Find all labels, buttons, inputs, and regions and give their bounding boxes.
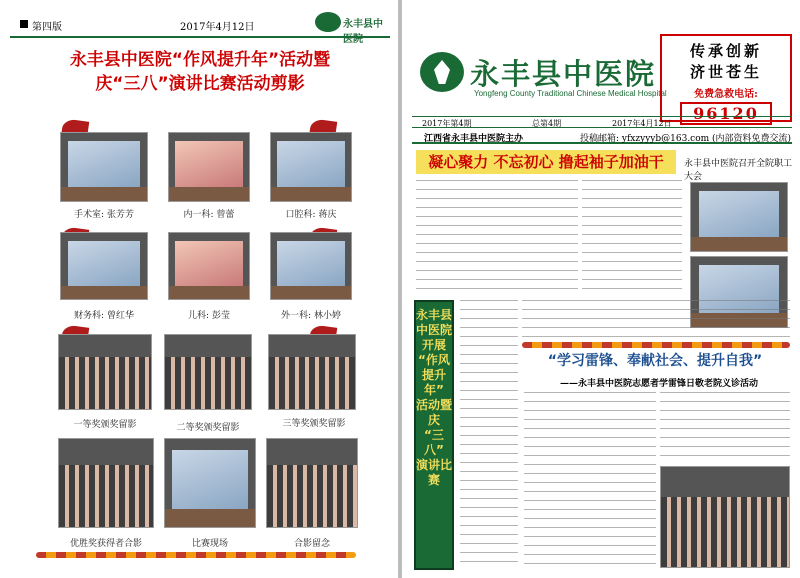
- vertical-headline-band: [414, 300, 454, 570]
- brand-name: 永丰县中医院: [343, 19, 383, 45]
- article-body-text: [416, 180, 578, 295]
- page-label: 第四版: [32, 22, 62, 33]
- square-bullet-icon: [20, 20, 28, 28]
- motto-box: [660, 34, 792, 122]
- photo-speaker-4: [60, 232, 148, 300]
- photo-caption: 一等奖颁奖留影: [73, 420, 137, 430]
- photo-caption: 三等奖颁奖留影: [282, 419, 346, 429]
- left-page-header: [10, 6, 390, 45]
- issue-total: 总第4期: [532, 119, 562, 128]
- masthead-subtitle: Yongfeng County Traditional Chinese Medical Hospital: [474, 89, 667, 98]
- photo-speaker-3: [270, 132, 352, 202]
- hotline-label: 免费急救电话:: [694, 89, 758, 100]
- photo-caption: 二等奖颁奖留影: [176, 423, 240, 433]
- lead-headline: 凝心聚力 不忘初心 撸起袖子加油干: [416, 150, 676, 174]
- vertical-headline-part: 演讲比赛: [416, 458, 453, 487]
- photo-winners-group: [58, 438, 154, 528]
- photo-caption: 财务科: 曾红华: [74, 311, 134, 321]
- article-body-text: [660, 392, 790, 462]
- photo-speaker-6: [270, 232, 352, 300]
- photo-group-souvenir: [266, 438, 358, 528]
- motto-line-1: 传承创新: [689, 42, 762, 60]
- vertical-headline-part: 活动暨庆: [416, 398, 453, 427]
- photo-caption: 合影留念: [293, 539, 330, 549]
- left-page: [0, 0, 398, 578]
- contact-email: 投稿邮箱: yfxzyyyb@163.com (内部资料免费交流): [580, 134, 792, 144]
- photo-speaker-2: [168, 132, 250, 202]
- photo-first-prize: [58, 334, 152, 410]
- story2-subheadline: ——永丰县中医院志愿者学雷锋日敬老院义诊活动: [559, 379, 758, 389]
- vertical-headline-part: “作风提升年”: [418, 353, 450, 397]
- right-page: [402, 0, 800, 578]
- story2-headline: “学习雷锋、奉献社会、提升自我”: [547, 353, 763, 369]
- issue-date: 2017年4月12日: [180, 22, 255, 33]
- decorative-border: [522, 342, 790, 348]
- photo-staff-meeting: [690, 182, 788, 252]
- article-body-text: [522, 300, 790, 340]
- issue-year: 2017年第4期: [422, 119, 472, 128]
- vertical-headline-part: 开展: [421, 338, 446, 352]
- headline-line-1: 永丰县中医院“作风提升年”活动暨: [69, 50, 331, 70]
- photo-speaker-1: [60, 132, 148, 202]
- hospital-logo-icon: [420, 52, 464, 92]
- masthead-title: 永丰县中医院: [470, 57, 657, 91]
- decorative-border: [36, 552, 356, 558]
- article-body-text: [460, 300, 518, 568]
- vertical-headline-part: 永丰县中医院: [416, 308, 453, 337]
- photo-caption: 外一科: 林小婷: [281, 311, 341, 321]
- feature-headline: [40, 48, 360, 96]
- issue-bar: [412, 116, 792, 128]
- hotline-number: 96120: [680, 102, 772, 125]
- sponsor-bar: [412, 128, 792, 144]
- photo-second-prize: [164, 334, 252, 410]
- photo-caption: 优胜奖获得者合影: [69, 539, 142, 549]
- vertical-headline-part: “三八”: [424, 428, 444, 457]
- photo-speaker-5: [168, 232, 250, 300]
- motto-line-2: 济世苍生: [689, 63, 762, 81]
- sponsor: 江西省永丰县中医院主办: [424, 134, 524, 144]
- photo-caption: 手术室: 张芳芳: [74, 210, 134, 220]
- article-body-text: [524, 392, 656, 568]
- photo-elder-care-visit: [660, 466, 790, 568]
- issue-date: 2017年4月12日: [612, 119, 672, 128]
- article-body-text: [582, 180, 682, 295]
- photo-contest-scene: [164, 438, 256, 528]
- photo-caption: 儿科: 彭莹: [188, 311, 230, 321]
- photo-caption: 内一科: 曾蕾: [183, 210, 235, 220]
- hospital-logo-icon: [315, 12, 341, 32]
- photo-caption: 口腔科: 蒋庆: [285, 210, 337, 220]
- photo-caption: 比赛现场: [191, 539, 228, 549]
- photo-third-prize: [268, 334, 356, 410]
- headline-line-2: 庆“三八”演讲比赛活动剪影: [95, 74, 305, 94]
- lead-subheadline: 永丰县中医院召开全院职工大会: [684, 159, 793, 182]
